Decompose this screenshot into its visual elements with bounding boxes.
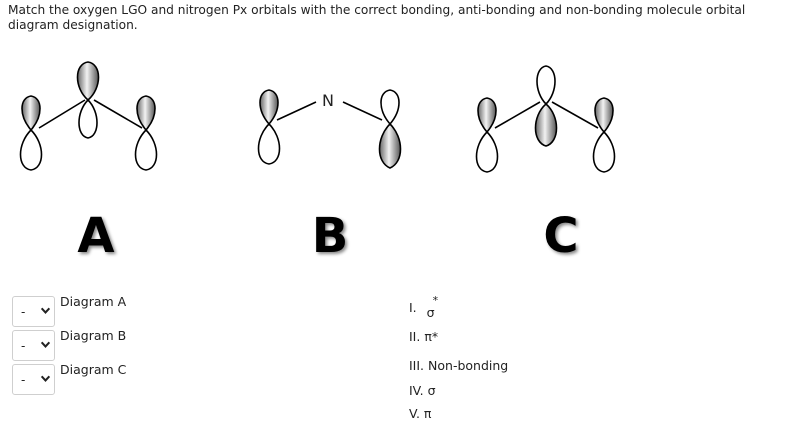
match-label: Diagram A bbox=[60, 294, 127, 309]
option-3 bbox=[409, 358, 508, 373]
option-4 bbox=[409, 383, 436, 398]
option-text: π bbox=[423, 406, 432, 421]
diagram-letter-a: A bbox=[77, 208, 115, 264]
option-text: σ bbox=[427, 383, 436, 398]
select-value: - bbox=[21, 339, 26, 353]
diagram-letter-b: B bbox=[311, 208, 349, 264]
option-2 bbox=[409, 329, 438, 344]
question-text: Match the oxygen LGO and nitrogen Px orbitals with the correct bonding, anti-bonding and non-bonding molecule orbital diagram designation. bbox=[8, 3, 746, 32]
match-select-diagram-a[interactable] bbox=[12, 296, 55, 327]
match-label: Diagram C bbox=[60, 362, 127, 377]
orbital-diagram-a bbox=[8, 58, 168, 188]
option-superscript: * bbox=[432, 294, 439, 307]
orbital-diagram-c bbox=[468, 58, 628, 188]
match-select-diagram-b[interactable] bbox=[12, 330, 55, 361]
select-value: - bbox=[21, 305, 26, 319]
chevron-down-icon bbox=[40, 373, 51, 384]
diagram-letter-c: C bbox=[543, 208, 579, 264]
option-numeral: IV. bbox=[409, 383, 424, 398]
nitrogen-label: N bbox=[322, 91, 334, 110]
option-numeral: III. bbox=[409, 358, 425, 373]
option-numeral: I. bbox=[409, 300, 417, 315]
option-numeral: V. bbox=[409, 406, 420, 421]
chevron-down-icon bbox=[40, 305, 51, 316]
select-value: - bbox=[21, 373, 26, 387]
orbital-diagram-b bbox=[248, 58, 418, 188]
match-label: Diagram B bbox=[60, 328, 127, 343]
option-text: σ bbox=[426, 305, 435, 320]
option-1 bbox=[409, 294, 440, 320]
option-5 bbox=[409, 406, 431, 421]
match-select-diagram-c[interactable] bbox=[12, 364, 55, 395]
option-numeral: II. bbox=[409, 329, 421, 344]
option-text: π* bbox=[424, 329, 439, 344]
option-text: Non-bonding bbox=[428, 358, 509, 373]
chevron-down-icon bbox=[40, 339, 51, 350]
